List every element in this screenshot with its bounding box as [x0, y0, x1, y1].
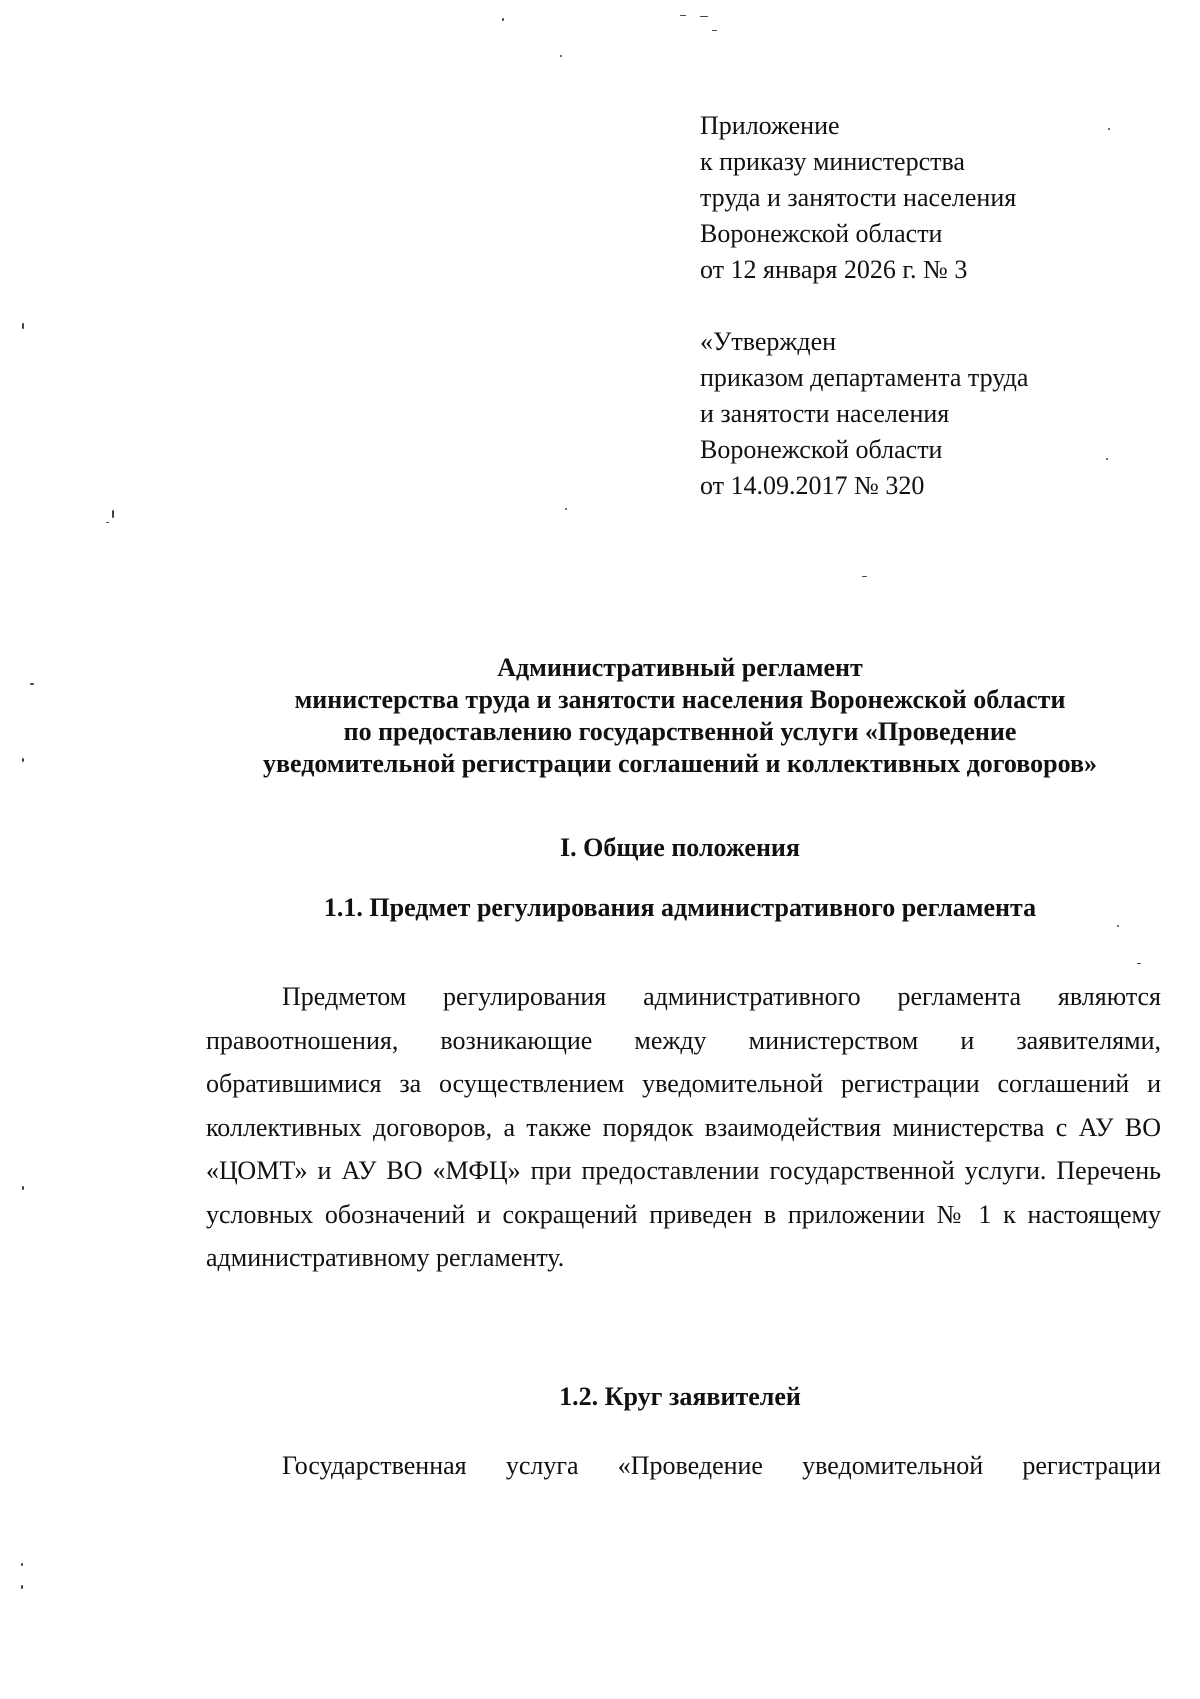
- scan-speck: [700, 16, 708, 17]
- appendix-line: Приложение: [700, 111, 840, 140]
- appendix-block-approved: [700, 324, 1140, 504]
- scan-speck: [21, 1563, 23, 1566]
- scan-speck: [1106, 458, 1108, 460]
- section-heading-subject: 1.1. Предмет регулирования административного регламента: [323, 893, 1037, 922]
- title-line: Административный регламент: [497, 653, 863, 682]
- appendix-line: «Утвержден: [700, 327, 837, 356]
- appendix-line: Воронежской области: [700, 435, 943, 464]
- paragraph-subject: Предметом регулирования административного регламента являются правоотношения, возникающие между министерством и заявителями, обратившимися за осуществлением уведомительной регистрации соглашений и коллективных договоров, а также порядок взаимодействия министерства с АУ ВО «ЦОМТ» и АУ ВО «МФЦ» при предоставлении государственной услуги. Перечень условных обозначений и сокращений приведен в приложении № 1 к настоящему административному регламенту.: [206, 982, 1161, 1272]
- scan-speck: [30, 683, 34, 685]
- document-title: [190, 652, 1170, 780]
- appendix-line: и занятости населения: [700, 399, 950, 428]
- appendix-line: от 14.09.2017 № 320: [700, 471, 925, 500]
- appendix-block-order: [700, 108, 1140, 288]
- title-line: уведомительной регистрации соглашений и коллективных договоров»: [263, 749, 1097, 778]
- scan-speck: [106, 522, 109, 523]
- scan-speck: [22, 1186, 24, 1190]
- scan-speck: [22, 323, 24, 329]
- scan-speck: [1137, 963, 1141, 964]
- scan-speck: [1117, 925, 1119, 927]
- scan-speck: [560, 55, 562, 57]
- scan-speck: [712, 30, 717, 31]
- scan-speck: [21, 1585, 23, 1589]
- appendix-line: Воронежской области: [700, 219, 943, 248]
- section-heading-general: I. Общие положения: [560, 833, 800, 862]
- appendix-line: приказом департамента труда: [700, 363, 1029, 392]
- scan-speck: [112, 510, 114, 518]
- appendix-stamp: [700, 108, 1140, 504]
- scan-speck: [22, 758, 24, 762]
- appendix-line: к приказу министерства: [700, 147, 965, 176]
- title-line: по предоставлению государственной услуги «Проведение: [343, 717, 1017, 746]
- section-heading-applicants: 1.2. Круг заявителей: [559, 1382, 801, 1411]
- scan-speck: [862, 576, 867, 577]
- appendix-line: труда и занятости населения: [700, 183, 1017, 212]
- scan-speck: [565, 508, 567, 510]
- appendix-line: от 12 января 2026 г. № 3: [700, 255, 968, 284]
- title-line: министерства труда и занятости населения Воронежской области: [294, 685, 1066, 714]
- paragraph-applicants: Государственная услуга «Проведение уведомительной регистрации: [282, 1451, 1161, 1480]
- scan-speck: [1108, 128, 1110, 130]
- scan-speck: [502, 18, 504, 21]
- scan-speck: [680, 15, 686, 16]
